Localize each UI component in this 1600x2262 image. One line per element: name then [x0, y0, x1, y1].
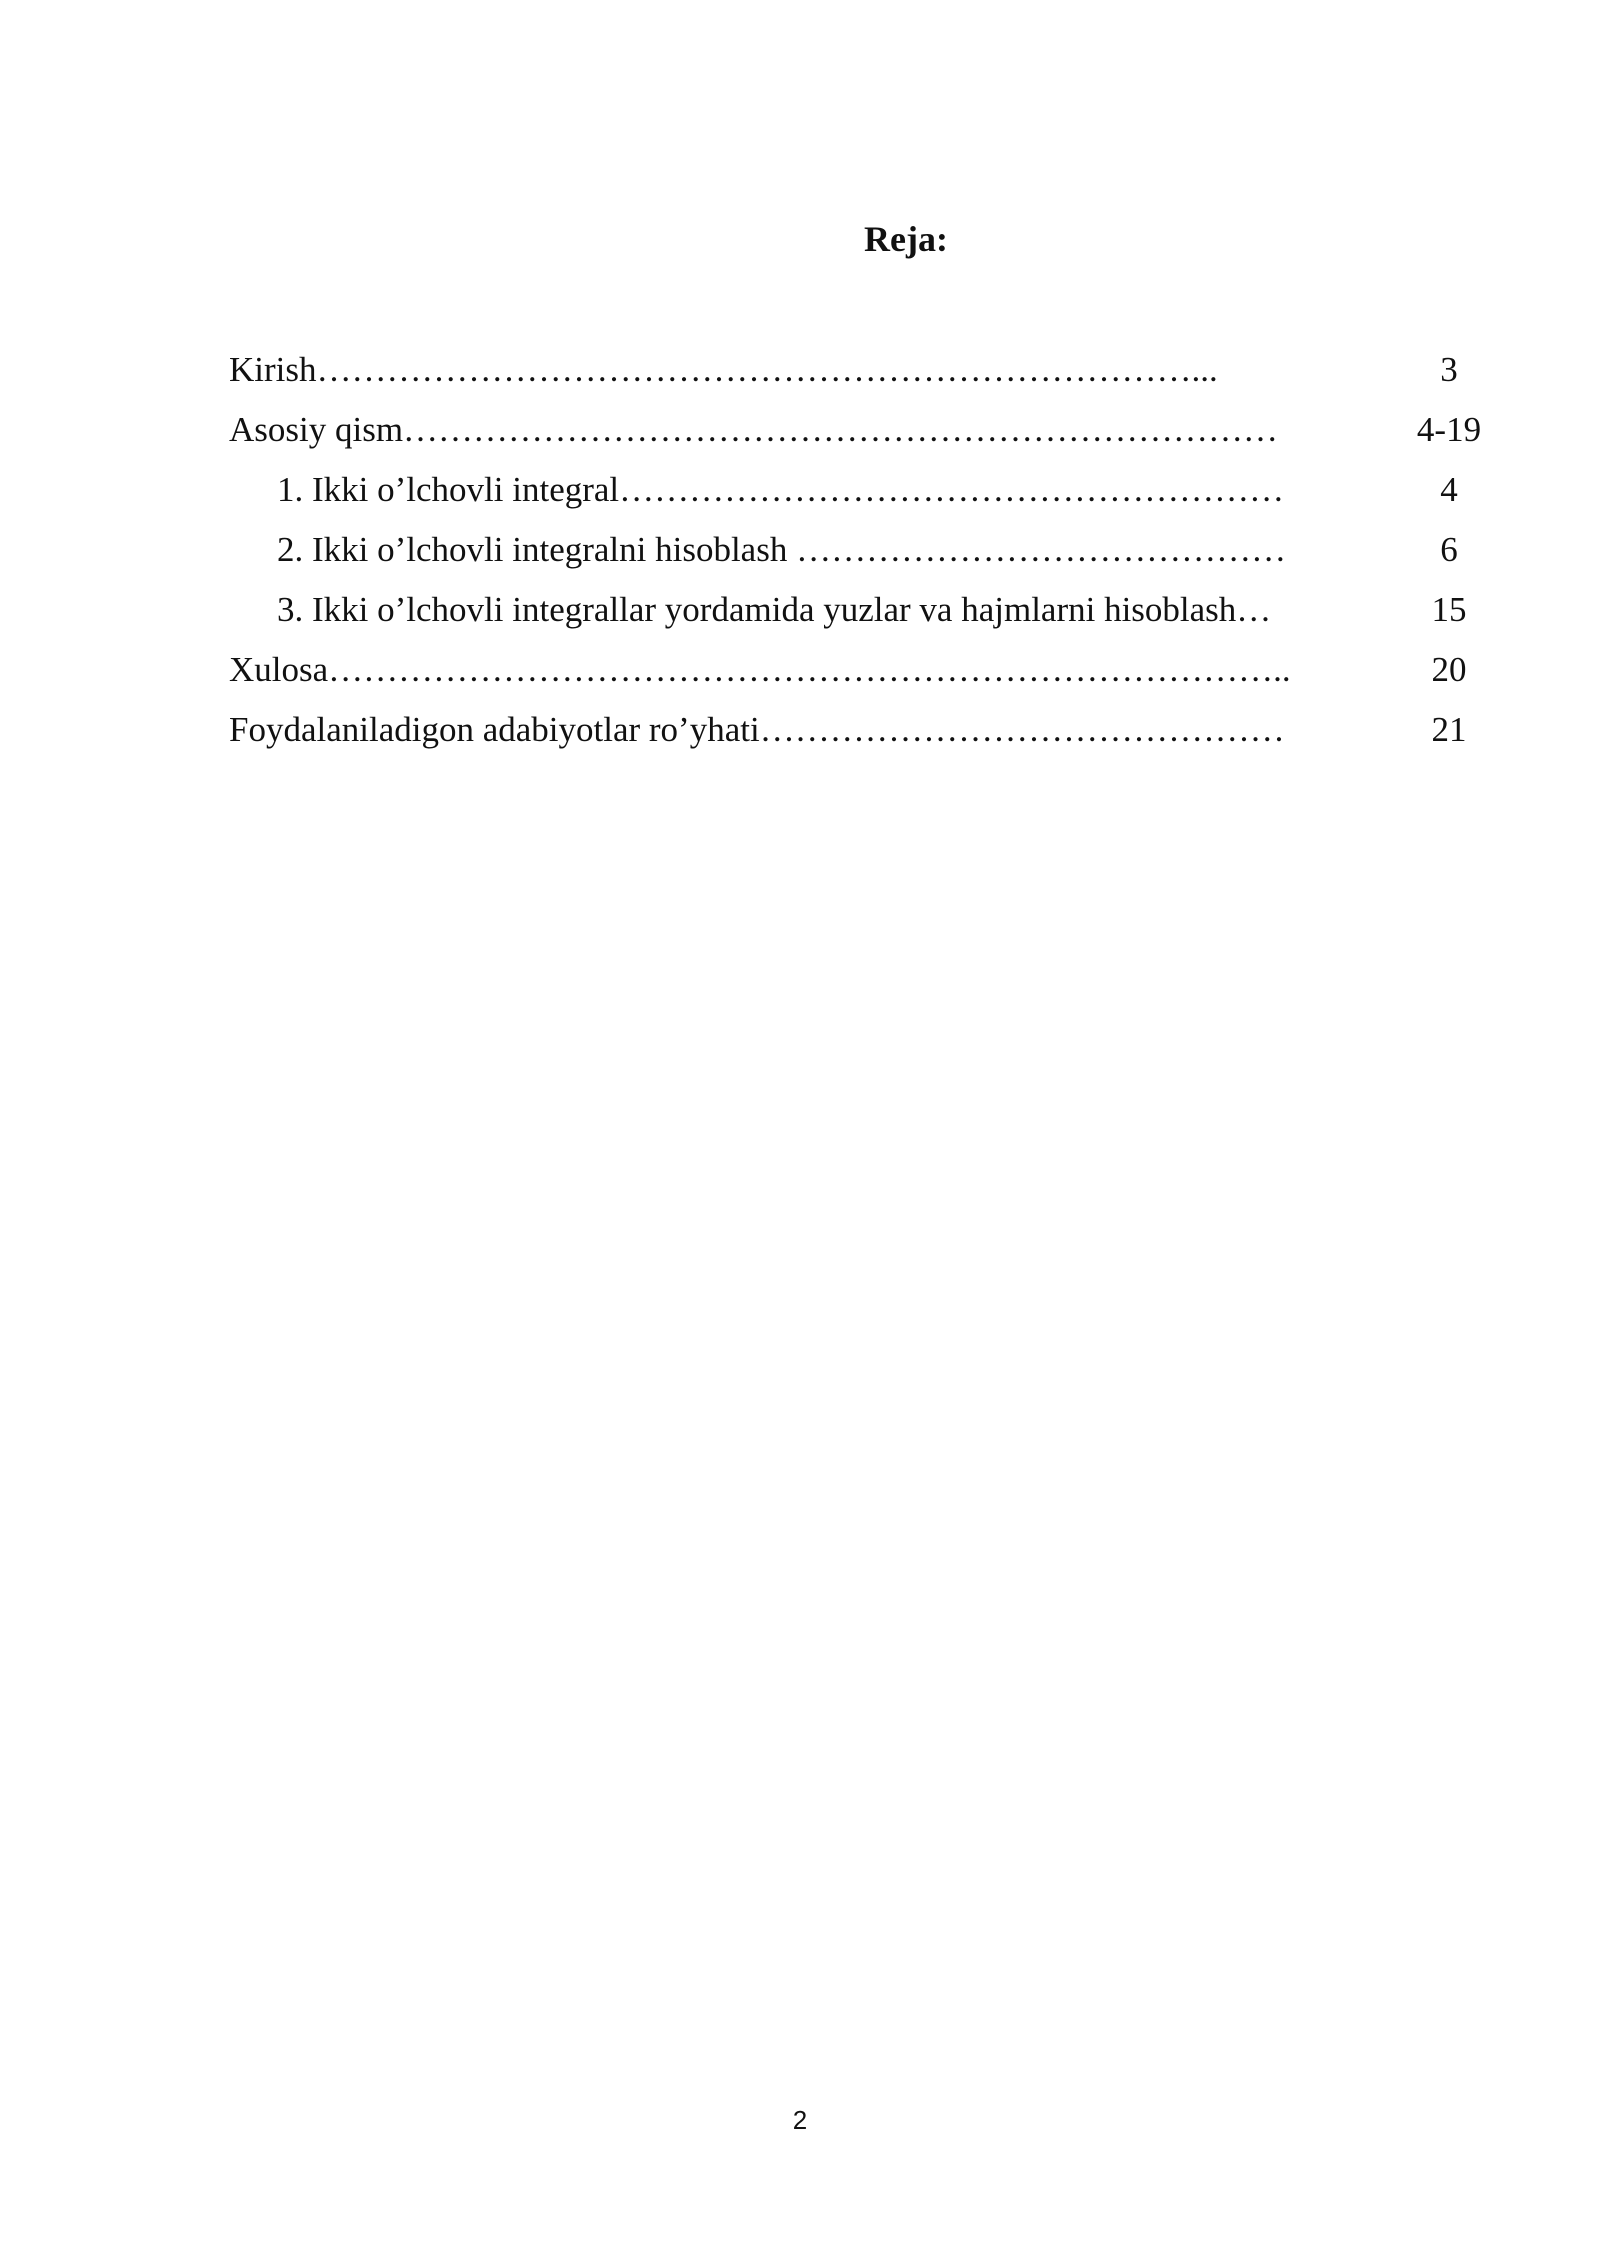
toc-entry-section-3 [0, 580, 1600, 640]
toc-entry-asosiy-qism [0, 400, 1600, 460]
toc-entry-section-2 [0, 520, 1600, 580]
page-number: 2 [792, 2105, 808, 2135]
toc-entry-text: Kirish…………………………………………………………………... [229, 350, 1218, 389]
toc-entry-page: 21 [1431, 710, 1467, 749]
toc-entry-page: 3 [1440, 350, 1458, 389]
toc-entry-text: Foydalaniladigon adabiyotlar ro’yhati……………………………………… [229, 710, 1285, 749]
toc-entry-xulosa [0, 640, 1600, 700]
toc-entry-text: Asosiy qism………………………………………………………………… [229, 410, 1279, 449]
toc-entry-adabiyotlar [0, 700, 1600, 760]
toc-entry-page: 6 [1440, 530, 1458, 569]
toc-entry-page: 15 [1431, 590, 1467, 629]
toc-entry-page: 4-19 [1416, 410, 1482, 449]
toc-entry-page: 20 [1431, 650, 1467, 689]
toc-entry-text: 3. Ikki o’lchovli integrallar yordamida yuzlar va hajmlarni hisoblash… [277, 590, 1272, 629]
toc-entry-text: 1. Ikki o’lchovli integral………………………………………………… [277, 470, 1285, 509]
toc-entry-text: Xulosa……………………………………………………………………….. [229, 650, 1291, 689]
toc-entry-section-1 [0, 460, 1600, 520]
toc-entry-text: 2. Ikki o’lchovli integralni hisoblash …………………………………… [277, 530, 1287, 569]
toc-entry-page: 4 [1440, 470, 1458, 509]
page-title: Reja: [864, 219, 948, 259]
toc-entry-kirish [0, 340, 1600, 400]
